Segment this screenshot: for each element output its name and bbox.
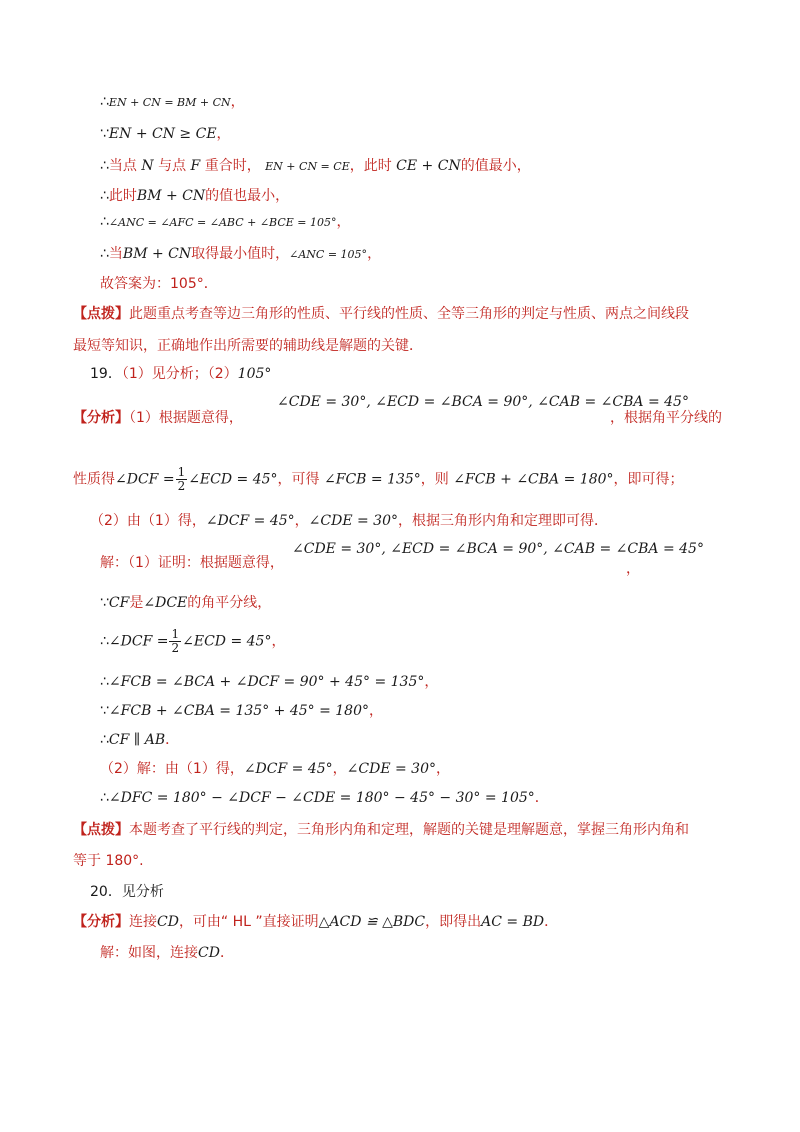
- question-heading: 19．（1）见分析；（2）105°: [90, 366, 272, 382]
- solution-line: ∵CF是∠DCE的角平分线，: [100, 595, 272, 611]
- tip-line: 等于 180°.: [73, 853, 144, 869]
- solution-line: ∵∠FCB + ∠CBA = 135° + 45° = 180°，: [100, 703, 383, 719]
- solution-line-tail: ，: [626, 561, 640, 577]
- formula-line: ∠CDE = 30°, ∠ECD = ∠BCA = 90°, ∠CAB = ∠CBA = 45°: [292, 541, 704, 557]
- tip-line: 【点拨】本题考查了平行线的判定，三角形内角和定理，解题的关键是理解题意，掌握三角形内角和: [73, 822, 689, 838]
- solution-line: （2）解：由（1）得，∠DCF = 45°，∠CDE = 30°，: [100, 761, 450, 777]
- solution-line: ∴CF ∥ AB．: [100, 732, 180, 748]
- solution-line: ∵EN + CN ≥ CE，: [100, 126, 231, 142]
- solution-line: ∴当BM + CN取得最小值时，∠ANC = 105°，: [100, 246, 382, 262]
- solution-line: ∴∠DCF = $\frac{1}{2}$ ∠ECD = 45°，: [100, 627, 286, 655]
- solution-line: 解：如图，连接CD．: [100, 945, 234, 961]
- fraction: $\frac{1}{2}$: [177, 465, 186, 493]
- solution-line: ∴当点 N 与点 F 重合时， EN + CN = CE，此时 CE + CN的值最小，: [100, 158, 531, 174]
- analysis-line: 【分析】（1）根据题意得，: [73, 410, 243, 426]
- analysis-line-tail: ，根据角平分线的: [610, 410, 722, 426]
- question-heading: 20．见分析: [90, 884, 164, 900]
- solution-line: ∴∠ANC = ∠AFC = ∠ABC + ∠BCE = 105°，: [100, 214, 351, 230]
- analysis-line: 【分析】连接CD，可由“ HL ”直接证明△ACD ≌ △BDC，即得出AC = BD．: [73, 914, 559, 930]
- solution-line: ∴此时BM + CN的值也最小，: [100, 188, 290, 204]
- solution-line: ∴∠FCB = ∠BCA + ∠DCF = 90° + 45° = 135°，: [100, 674, 439, 690]
- tip-line: 最短等知识，正确地作出所需要的辅助线是解题的关键．: [73, 338, 423, 354]
- fraction: $\frac{1}{2}$: [171, 627, 180, 655]
- solution-line: 解：（1）证明：根据题意得，: [100, 555, 284, 571]
- formula-line: ∠CDE = 30°, ∠ECD = ∠BCA = 90°, ∠CAB = ∠CBA = 45°: [277, 394, 689, 410]
- tip-line: 【点拨】此题重点考查等边三角形的性质、平行线的性质、全等三角形的判定与性质、两点之间线段: [73, 306, 689, 322]
- analysis-line: （2）由（1）得，∠DCF = 45°，∠CDE = 30°，根据三角形内角和定理即可得．: [90, 513, 608, 529]
- solution-line: ∴EN + CN = BM + CN，: [100, 94, 245, 110]
- answer-line: 故答案为：105°．: [100, 276, 218, 292]
- analysis-line: 性质得∠DCF = $\frac{1}{2}$ ∠ECD = 45°，可得 ∠FCB = 135°，则 ∠FCB + ∠CBA = 180°，即可得；: [73, 465, 684, 493]
- solution-line: ∴∠DFC = 180° − ∠DCF − ∠CDE = 180° − 45° − 30° = 105°．: [100, 790, 549, 806]
